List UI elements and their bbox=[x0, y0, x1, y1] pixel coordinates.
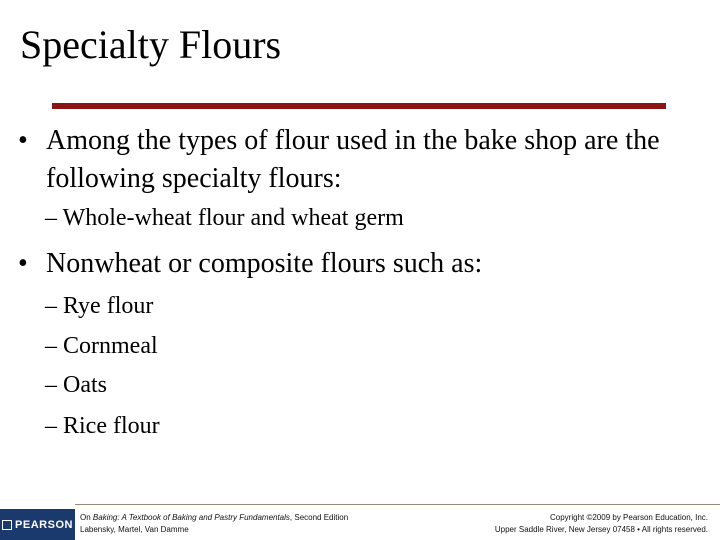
title-underline bbox=[52, 103, 666, 109]
book-title: Baking: A Textbook of Baking and Pastry Fundamentals bbox=[92, 513, 290, 522]
sub-bullet-mark: – bbox=[45, 333, 57, 359]
book-edition: , Second Edition bbox=[289, 513, 349, 522]
sub-bullet-mark: – bbox=[45, 413, 57, 439]
copyright-line-1: Copyright ©2009 by Pearson Education, Inc. bbox=[550, 513, 708, 522]
copyright-notice bbox=[495, 512, 708, 536]
bullet-item bbox=[18, 122, 708, 198]
bullet-item bbox=[18, 245, 708, 283]
sub-bullet-text: Rice flour bbox=[63, 413, 160, 439]
footer-divider bbox=[75, 504, 720, 505]
copyright-line-2: Upper Saddle River, New Jersey 07458 • All rights reserved. bbox=[494, 525, 708, 534]
bullet-text: Nonwheat or composite flours such as: bbox=[46, 248, 483, 279]
bullet-mark: • bbox=[18, 125, 28, 156]
book-citation-line bbox=[80, 512, 348, 524]
sub-bullet-text: Whole-wheat flour and wheat germ bbox=[62, 205, 404, 231]
pearson-logo-icon bbox=[2, 520, 12, 530]
sub-bullet-item bbox=[45, 410, 685, 442]
sub-bullet-mark: – bbox=[45, 372, 57, 398]
pearson-logo-text: PEARSON bbox=[15, 518, 73, 531]
sub-bullet-text: Cornmeal bbox=[63, 333, 158, 359]
bullet-mark: • bbox=[18, 248, 28, 279]
slide-title: Specialty Flours bbox=[20, 22, 282, 67]
sub-bullet-text: Rye flour bbox=[63, 293, 154, 319]
bullet-text: Among the types of flour used in the bake shop are the following specialty flours: bbox=[46, 125, 660, 194]
pearson-logo bbox=[0, 509, 75, 540]
book-citation bbox=[80, 512, 348, 536]
sub-bullet-mark: – bbox=[45, 205, 57, 231]
sub-bullet-item bbox=[45, 369, 685, 401]
sub-bullet-mark: – bbox=[45, 293, 57, 319]
sub-bullet-item bbox=[45, 290, 685, 322]
sub-bullet-text: Oats bbox=[63, 372, 107, 398]
sub-bullet-item bbox=[45, 330, 685, 362]
book-authors: Labensky, Martel, Van Damme bbox=[80, 525, 189, 534]
book-prefix: On bbox=[80, 513, 93, 522]
sub-bullet-item bbox=[45, 202, 685, 234]
